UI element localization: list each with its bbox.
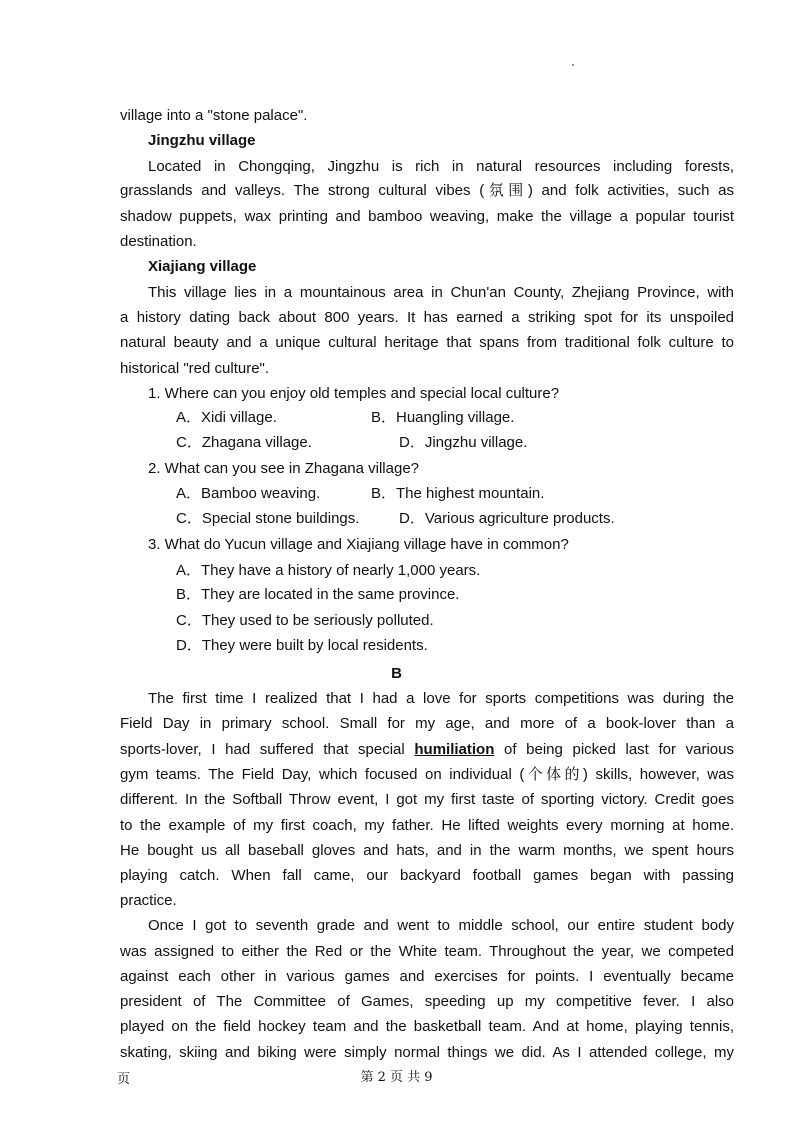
answer-option: A．They have a history of nearly 1,000 years. <box>176 562 481 579</box>
passage-line: The first time I realized that I had a love for sports competitions was during the <box>148 690 734 707</box>
passage-line: a history dating back about 800 years. It has earned a striking spot for its unspoiled <box>120 309 734 326</box>
text-segment: sports-lover, I had suffered that special <box>120 741 415 758</box>
question-stem: 2. What can you see in Zhagana village? <box>148 460 420 477</box>
passage-line: was assigned to either the Red or the White team. Throughout the year, we competed <box>120 943 734 960</box>
passage-line: Field Day in primary school. Small for my age, and more of a book-lover than a <box>120 715 734 732</box>
passage-line: This village lies in a mountainous area in Chun'an County, Zhejiang Province, with <box>148 284 734 301</box>
passage-line: Once I got to seventh grade and went to middle school, our entire student body <box>148 917 734 934</box>
text-segment: of being picked last for various <box>494 741 734 758</box>
vocabulary-word: humiliation <box>414 741 495 758</box>
passage-line: destination. <box>120 233 197 250</box>
answer-option: A．Bamboo weaving. <box>176 485 321 502</box>
answer-option: A．Xidi village. <box>176 409 277 426</box>
passage-line: practice. <box>120 892 177 909</box>
passage-line <box>120 740 734 760</box>
question-stem: 3. What do Yucun village and Xiajiang village have in common? <box>148 536 569 553</box>
section-label-b: B <box>391 665 402 682</box>
passage-line: played on the field hockey team and the basketball team. And at home, playing tennis, <box>120 1018 734 1035</box>
passage-line: historical "red culture". <box>120 360 270 377</box>
passage-line: playing catch. When fall came, our backyard football games began with passing <box>120 867 734 884</box>
answer-option: C．Zhagana village. <box>176 434 312 451</box>
passage-line: different. In the Softball Throw event, I got my first taste of sporting victory. Credit goes <box>120 791 734 808</box>
answer-option: D．Jingzhu village. <box>399 434 528 451</box>
passage-line: to the example of my first coach, my father. He lifted weights every morning at home. <box>120 817 734 834</box>
answer-option: B．The highest mountain. <box>371 485 545 502</box>
answer-option: C．They used to be seriously polluted. <box>176 612 434 629</box>
section-heading-xiajiang: Xiajiang village <box>148 258 257 275</box>
answer-option: D．Various agriculture products. <box>399 510 615 527</box>
passage-line: against each other in various games and exercises for points. I eventually became <box>120 968 734 985</box>
page-number: 第 2 页 共 9 <box>360 1070 433 1085</box>
passage-line: Located in Chongqing, Jingzhu is rich in natural resources including forests, <box>148 158 734 175</box>
passage-line: gym teams. The Field Day, which focused on individual (个体的) skills, however, was <box>120 766 734 783</box>
answer-option: B．Huangling village. <box>371 409 515 426</box>
passage-line: skating, skiing and biking were simply normal things we did. As I attended college, my <box>120 1044 734 1061</box>
passage-line: president of The Committee of Games, speeding up my competitive fever. I also <box>120 993 734 1010</box>
passage-line: grasslands and valleys. The strong cultural vibes (氛围) and folk activities, such as <box>120 182 734 199</box>
footer-left: 页 <box>117 1072 131 1087</box>
passage-line: He bought us all baseball gloves and hats, and in the warm months, we spent hours <box>120 842 734 859</box>
passage-line: village into a "stone palace". <box>120 107 308 124</box>
question-stem: 1. Where can you enjoy old temples and special local culture? <box>148 385 560 402</box>
scan-speck <box>572 64 574 66</box>
passage-line: shadow puppets, wax printing and bamboo weaving, make the village a popular tourist <box>120 208 734 225</box>
answer-option: C．Special stone buildings. <box>176 510 360 527</box>
answer-option: D．They were built by local residents. <box>176 637 428 654</box>
answer-option: B．They are located in the same province. <box>176 586 460 603</box>
section-heading-jingzhu: Jingzhu village <box>148 132 256 149</box>
passage-line: natural beauty and a unique cultural heritage that spans from traditional folk culture to <box>120 334 734 351</box>
